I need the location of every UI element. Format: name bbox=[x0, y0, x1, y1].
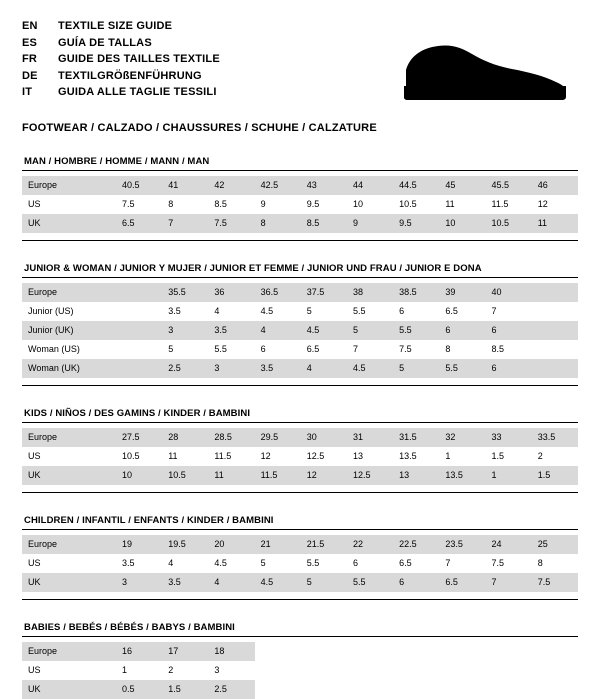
cell: 43 bbox=[301, 176, 347, 195]
row-label: UK bbox=[22, 466, 116, 485]
cell: 28.5 bbox=[208, 428, 254, 447]
cell: 19 bbox=[116, 535, 162, 554]
cell: 28 bbox=[162, 428, 208, 447]
block-divider bbox=[22, 422, 578, 423]
cell bbox=[116, 321, 162, 340]
cell: 27.5 bbox=[116, 428, 162, 447]
cell: 10.5 bbox=[393, 195, 439, 214]
cell: 10.5 bbox=[486, 214, 532, 233]
cell: 6.5 bbox=[439, 573, 485, 592]
cell: 12.5 bbox=[347, 466, 393, 485]
cell: 8 bbox=[439, 340, 485, 359]
table-row bbox=[22, 428, 578, 447]
cell: 7 bbox=[439, 554, 485, 573]
language-row bbox=[22, 18, 220, 35]
dress-shoe-icon bbox=[400, 26, 570, 106]
row-label: US bbox=[22, 661, 116, 680]
cell-empty bbox=[439, 661, 485, 680]
cell: 3 bbox=[208, 661, 254, 680]
cell: 16 bbox=[116, 642, 162, 661]
block-divider bbox=[22, 636, 578, 637]
cell: 29.5 bbox=[255, 428, 301, 447]
row-label: UK bbox=[22, 680, 116, 699]
cell bbox=[532, 283, 578, 302]
cell: 44.5 bbox=[393, 176, 439, 195]
size-table-body bbox=[22, 642, 578, 699]
cell: 9.5 bbox=[393, 214, 439, 233]
row-label: Junior (UK) bbox=[22, 321, 116, 340]
size-table bbox=[22, 428, 578, 485]
table-row bbox=[22, 302, 578, 321]
cell-empty bbox=[393, 680, 439, 699]
cell: 4.5 bbox=[255, 573, 301, 592]
cell: 2 bbox=[532, 447, 578, 466]
language-title: GUIDA ALLE TAGLIE TESSILI bbox=[58, 86, 217, 98]
cell-empty bbox=[301, 642, 347, 661]
cell: 12 bbox=[532, 195, 578, 214]
cell: 8 bbox=[532, 554, 578, 573]
cell-empty bbox=[347, 661, 393, 680]
cell-empty bbox=[255, 661, 301, 680]
cell: 33 bbox=[486, 428, 532, 447]
size-table bbox=[22, 283, 578, 378]
cell: 35.5 bbox=[162, 283, 208, 302]
cell-empty bbox=[439, 680, 485, 699]
block-divider bbox=[22, 170, 578, 171]
table-row bbox=[22, 195, 578, 214]
cell: 8.5 bbox=[486, 340, 532, 359]
cell: 7.5 bbox=[393, 340, 439, 359]
cell-empty bbox=[486, 661, 532, 680]
cell: 10.5 bbox=[116, 447, 162, 466]
table-row bbox=[22, 535, 578, 554]
cell bbox=[532, 302, 578, 321]
cell: 4 bbox=[255, 321, 301, 340]
cell: 6 bbox=[393, 573, 439, 592]
cell: 6 bbox=[439, 321, 485, 340]
row-label: Europe bbox=[22, 535, 116, 554]
table-row bbox=[22, 642, 578, 661]
table-row bbox=[22, 359, 578, 378]
cell: 10 bbox=[439, 214, 485, 233]
language-row bbox=[22, 68, 220, 85]
block-title: BABIES / BEBÉS / BÉBÉS / BABYS / BAMBINI bbox=[24, 622, 235, 633]
cell: 6.5 bbox=[393, 554, 439, 573]
language-row bbox=[22, 84, 220, 101]
cell: 42.5 bbox=[255, 176, 301, 195]
cell: 31.5 bbox=[393, 428, 439, 447]
cell: 45.5 bbox=[486, 176, 532, 195]
cell: 6 bbox=[347, 554, 393, 573]
row-label: US bbox=[22, 554, 116, 573]
cell: 42 bbox=[208, 176, 254, 195]
cell: 21.5 bbox=[301, 535, 347, 554]
language-title-list bbox=[22, 18, 220, 101]
cell: 33.5 bbox=[532, 428, 578, 447]
cell: 8.5 bbox=[301, 214, 347, 233]
cell: 12 bbox=[301, 466, 347, 485]
row-label: Europe bbox=[22, 428, 116, 447]
cell: 8 bbox=[255, 214, 301, 233]
row-label: UK bbox=[22, 573, 116, 592]
language-code: ES bbox=[22, 36, 38, 49]
cell: 7 bbox=[162, 214, 208, 233]
language-title-list-body bbox=[22, 18, 220, 101]
row-label: US bbox=[22, 447, 116, 466]
cell-empty bbox=[532, 661, 578, 680]
cell-empty bbox=[486, 642, 532, 661]
cell: 3.5 bbox=[255, 359, 301, 378]
cell-empty bbox=[255, 642, 301, 661]
cell-empty bbox=[255, 680, 301, 699]
cell: 3.5 bbox=[116, 554, 162, 573]
cell: 22 bbox=[347, 535, 393, 554]
cell: 2.5 bbox=[162, 359, 208, 378]
cell: 11.5 bbox=[208, 447, 254, 466]
block-title: JUNIOR & WOMAN / JUNIOR Y MUJER / JUNIOR ET FEMME / JUNIOR UND FRAU / JUNIOR E DONA bbox=[24, 263, 482, 274]
cell: 24 bbox=[486, 535, 532, 554]
block-divider bbox=[22, 529, 578, 530]
language-row bbox=[22, 51, 220, 68]
language-title: TEXTILE SIZE GUIDE bbox=[58, 20, 173, 32]
cell: 41 bbox=[162, 176, 208, 195]
cell: 13.5 bbox=[393, 447, 439, 466]
cell: 5.5 bbox=[393, 321, 439, 340]
cell: 10 bbox=[116, 466, 162, 485]
table-row bbox=[22, 680, 578, 699]
size-table-body bbox=[22, 283, 578, 378]
row-label: Junior (US) bbox=[22, 302, 116, 321]
cell-empty bbox=[532, 642, 578, 661]
size-table-body bbox=[22, 535, 578, 592]
block-title: KIDS / NIÑOS / DES GAMINS / KINDER / BAMBINI bbox=[24, 408, 251, 419]
cell: 36 bbox=[208, 283, 254, 302]
language-title: GUÍA DE TALLAS bbox=[58, 36, 152, 49]
cell: 44 bbox=[347, 176, 393, 195]
language-row bbox=[22, 35, 220, 52]
cell: 5 bbox=[255, 554, 301, 573]
language-code: EN bbox=[22, 20, 38, 32]
cell: 9 bbox=[255, 195, 301, 214]
cell: 38.5 bbox=[393, 283, 439, 302]
cell: 1.5 bbox=[486, 447, 532, 466]
cell: 4 bbox=[208, 302, 254, 321]
cell: 4 bbox=[301, 359, 347, 378]
cell: 1.5 bbox=[532, 466, 578, 485]
cell: 11.5 bbox=[486, 195, 532, 214]
cell: 7.5 bbox=[208, 214, 254, 233]
cell: 4.5 bbox=[255, 302, 301, 321]
cell: 13 bbox=[347, 447, 393, 466]
block-separator bbox=[22, 240, 578, 241]
row-label: US bbox=[22, 195, 116, 214]
cell: 13.5 bbox=[439, 466, 485, 485]
table-row bbox=[22, 573, 578, 592]
block-divider bbox=[22, 277, 578, 278]
cell: 12 bbox=[255, 447, 301, 466]
row-label: Europe bbox=[22, 283, 116, 302]
size-table bbox=[22, 642, 578, 699]
cell: 6 bbox=[486, 359, 532, 378]
row-label: Woman (UK) bbox=[22, 359, 116, 378]
cell: 6.5 bbox=[439, 302, 485, 321]
cell: 31 bbox=[347, 428, 393, 447]
cell: 18 bbox=[208, 642, 254, 661]
row-label: UK bbox=[22, 214, 116, 233]
cell: 4.5 bbox=[301, 321, 347, 340]
table-row bbox=[22, 661, 578, 680]
cell-empty bbox=[301, 680, 347, 699]
cell: 1 bbox=[116, 661, 162, 680]
cell: 2 bbox=[162, 661, 208, 680]
cell: 10 bbox=[347, 195, 393, 214]
table-row bbox=[22, 447, 578, 466]
cell: 3 bbox=[208, 359, 254, 378]
cell: 39 bbox=[439, 283, 485, 302]
cell: 1.5 bbox=[162, 680, 208, 699]
language-code: FR bbox=[22, 53, 38, 65]
size-block-man bbox=[22, 156, 578, 241]
cell: 11 bbox=[532, 214, 578, 233]
language-title: TEXTILGRÖßENFÜHRUNG bbox=[58, 69, 202, 82]
cell: 5 bbox=[162, 340, 208, 359]
cell-empty bbox=[347, 642, 393, 661]
cell: 4.5 bbox=[208, 554, 254, 573]
cell: 25 bbox=[532, 535, 578, 554]
cell: 13 bbox=[393, 466, 439, 485]
cell: 23.5 bbox=[439, 535, 485, 554]
cell bbox=[116, 302, 162, 321]
cell: 1 bbox=[439, 447, 485, 466]
cell: 3 bbox=[116, 573, 162, 592]
cell: 3 bbox=[162, 321, 208, 340]
table-row bbox=[22, 554, 578, 573]
size-block-kids bbox=[22, 408, 578, 493]
cell: 7 bbox=[486, 302, 532, 321]
block-title: MAN / HOMBRE / HOMME / MANN / MAN bbox=[24, 156, 210, 167]
size-table bbox=[22, 535, 578, 592]
language-code: DE bbox=[22, 69, 38, 82]
row-label: Europe bbox=[22, 176, 116, 195]
cell: 20 bbox=[208, 535, 254, 554]
cell: 7.5 bbox=[486, 554, 532, 573]
cell bbox=[116, 359, 162, 378]
cell: 4 bbox=[208, 573, 254, 592]
cell: 9.5 bbox=[301, 195, 347, 214]
cell: 8 bbox=[162, 195, 208, 214]
cell: 32 bbox=[439, 428, 485, 447]
cell: 46 bbox=[532, 176, 578, 195]
block-separator bbox=[22, 385, 578, 386]
cell-empty bbox=[439, 642, 485, 661]
cell: 19.5 bbox=[162, 535, 208, 554]
cell: 7.5 bbox=[532, 573, 578, 592]
row-label: Europe bbox=[22, 642, 116, 661]
cell: 5.5 bbox=[439, 359, 485, 378]
cell: 10.5 bbox=[162, 466, 208, 485]
cell: 40.5 bbox=[116, 176, 162, 195]
page-title: FOOTWEAR / CALZADO / CHAUSSURES / SCHUHE / CALZATURE bbox=[22, 122, 377, 134]
cell: 21 bbox=[255, 535, 301, 554]
cell bbox=[532, 359, 578, 378]
cell-empty bbox=[532, 680, 578, 699]
cell: 17 bbox=[162, 642, 208, 661]
cell bbox=[116, 340, 162, 359]
row-label: Woman (US) bbox=[22, 340, 116, 359]
cell: 45 bbox=[439, 176, 485, 195]
cell: 38 bbox=[347, 283, 393, 302]
cell: 5 bbox=[347, 321, 393, 340]
cell: 5.5 bbox=[347, 573, 393, 592]
cell: 7 bbox=[486, 573, 532, 592]
cell: 2.5 bbox=[208, 680, 254, 699]
page-header bbox=[22, 18, 578, 106]
cell: 6 bbox=[393, 302, 439, 321]
cell: 22.5 bbox=[393, 535, 439, 554]
block-title: CHILDREN / INFANTIL / ENFANTS / KINDER / BAMBINI bbox=[24, 515, 274, 526]
table-row bbox=[22, 176, 578, 195]
cell: 30 bbox=[301, 428, 347, 447]
cell: 12.5 bbox=[301, 447, 347, 466]
cell: 7 bbox=[347, 340, 393, 359]
cell bbox=[532, 340, 578, 359]
language-code: IT bbox=[22, 86, 33, 98]
table-row bbox=[22, 283, 578, 302]
cell: 11 bbox=[208, 466, 254, 485]
size-block-junior-woman bbox=[22, 263, 578, 386]
cell: 3.5 bbox=[208, 321, 254, 340]
cell-empty bbox=[347, 680, 393, 699]
cell: 5 bbox=[301, 302, 347, 321]
cell: 0.5 bbox=[116, 680, 162, 699]
cell: 5.5 bbox=[301, 554, 347, 573]
cell: 4.5 bbox=[347, 359, 393, 378]
cell: 9 bbox=[347, 214, 393, 233]
cell: 5.5 bbox=[347, 302, 393, 321]
size-table bbox=[22, 176, 578, 233]
cell: 3.5 bbox=[162, 573, 208, 592]
cell-empty bbox=[486, 680, 532, 699]
cell: 5 bbox=[393, 359, 439, 378]
cell: 40 bbox=[486, 283, 532, 302]
cell: 8.5 bbox=[208, 195, 254, 214]
cell: 11 bbox=[162, 447, 208, 466]
cell-empty bbox=[393, 642, 439, 661]
cell: 11 bbox=[439, 195, 485, 214]
cell-empty bbox=[393, 661, 439, 680]
cell: 4 bbox=[162, 554, 208, 573]
cell: 36.5 bbox=[255, 283, 301, 302]
cell: 5 bbox=[301, 573, 347, 592]
table-row bbox=[22, 214, 578, 233]
cell: 37.5 bbox=[301, 283, 347, 302]
table-row bbox=[22, 321, 578, 340]
language-title: GUIDE DES TAILLES TEXTILE bbox=[58, 53, 220, 65]
cell: 7.5 bbox=[116, 195, 162, 214]
block-separator bbox=[22, 492, 578, 493]
cell: 1 bbox=[486, 466, 532, 485]
cell: 11.5 bbox=[255, 466, 301, 485]
size-block-babies bbox=[22, 622, 578, 699]
size-block-children bbox=[22, 515, 578, 600]
table-row bbox=[22, 466, 578, 485]
cell: 6 bbox=[255, 340, 301, 359]
cell bbox=[116, 283, 162, 302]
table-row bbox=[22, 340, 578, 359]
cell: 6.5 bbox=[116, 214, 162, 233]
cell: 6 bbox=[486, 321, 532, 340]
size-table-body bbox=[22, 176, 578, 233]
cell: 3.5 bbox=[162, 302, 208, 321]
cell: 6.5 bbox=[301, 340, 347, 359]
cell bbox=[532, 321, 578, 340]
cell-empty bbox=[301, 661, 347, 680]
cell: 5.5 bbox=[208, 340, 254, 359]
size-table-body bbox=[22, 428, 578, 485]
